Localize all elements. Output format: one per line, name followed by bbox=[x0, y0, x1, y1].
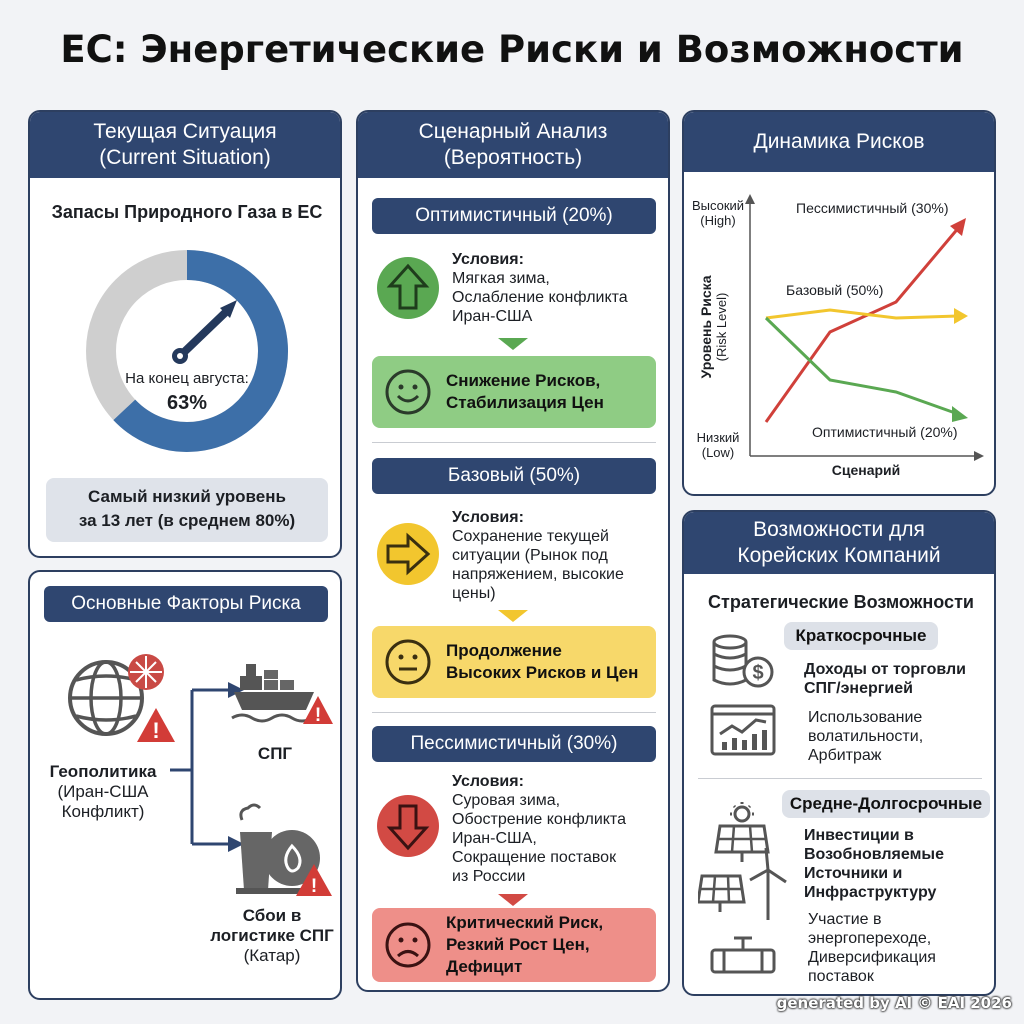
lng-ship-icon bbox=[230, 652, 334, 742]
short-term-item-2-line: Арбитраж bbox=[808, 747, 882, 764]
gas-storage-title: Запасы Природного Газа в ЕС bbox=[51, 202, 323, 222]
optimistic-condition: Иран-США bbox=[452, 308, 533, 325]
opportunities-header bbox=[684, 512, 994, 574]
page-title: ЕС: Энергетические Риски и Возможности bbox=[60, 28, 964, 71]
arrow-right-icon bbox=[376, 522, 440, 586]
pessimistic-line-label: Пессимистичный (30%) bbox=[796, 200, 949, 216]
mid-term-item-1-line: Инвестиции в bbox=[804, 827, 914, 844]
risk-factors-panel bbox=[28, 570, 342, 1000]
risk-dynamics-header bbox=[684, 112, 994, 172]
pessimistic-result: Дефицит bbox=[446, 957, 523, 976]
base-conditions bbox=[452, 508, 662, 603]
base-line-label: Базовый (50%) bbox=[786, 282, 884, 298]
optimistic-conditions bbox=[452, 250, 662, 326]
x-axis-title: Сценарий bbox=[831, 462, 901, 478]
pessimistic-down-arrow bbox=[498, 894, 528, 908]
short-term-item-2-line: Использование bbox=[808, 709, 923, 726]
divider bbox=[698, 778, 982, 779]
trading-chart-icon bbox=[710, 704, 776, 760]
divider bbox=[372, 442, 656, 443]
y-axis-title-line2: (Risk Level) bbox=[714, 292, 729, 362]
arrow-down-icon bbox=[376, 794, 440, 858]
mid-term-item-2-line: Диверсификация bbox=[808, 949, 936, 966]
current-situation-header bbox=[30, 112, 340, 178]
pessimistic-result-box bbox=[372, 908, 656, 982]
pessimistic-condition: Иран-США, bbox=[452, 830, 537, 847]
opportunities-subtitle: Корейских Компаний bbox=[737, 544, 941, 567]
optimistic-title: Оптимистичный (20%) bbox=[372, 198, 656, 234]
divider bbox=[372, 712, 656, 713]
current-situation-subtitle: (Current Situation) bbox=[99, 146, 271, 169]
geopolitics-label: Геополитика bbox=[49, 762, 157, 781]
gauge-label: На конец августа: bbox=[125, 370, 249, 387]
current-situation-title: Текущая Ситуация bbox=[93, 120, 277, 143]
base-condition: ситуации (Рынок под bbox=[452, 547, 608, 564]
pipeline-icon bbox=[708, 932, 778, 984]
smile-icon bbox=[384, 368, 432, 416]
opportunities-title: Возможности для bbox=[753, 518, 925, 541]
optimistic-line-label: Оптимистичный (20%) bbox=[812, 424, 958, 440]
current-situation-panel bbox=[28, 110, 342, 558]
storage-note-line2: за 13 лет (в среднем 80%) bbox=[78, 511, 296, 530]
pessimistic-line bbox=[766, 226, 960, 422]
base-result: Высоких Рисков и Цен bbox=[446, 663, 639, 682]
optimistic-result: Снижение Рисков, bbox=[446, 371, 601, 390]
mid-term-item-1-line: Возобновляемые bbox=[804, 846, 944, 863]
base-result-box bbox=[372, 626, 656, 698]
pessimistic-condition: Обострение конфликта bbox=[452, 811, 626, 828]
base-title: Базовый (50%) bbox=[372, 458, 656, 494]
mid-term-item-1-line: Источники и bbox=[804, 865, 903, 882]
pessimistic-condition: из России bbox=[452, 868, 526, 885]
mid-long-term-badge: Средне-Долгосрочные bbox=[782, 790, 990, 818]
svg-text:!: ! bbox=[152, 718, 160, 743]
svg-text:!: ! bbox=[314, 705, 322, 726]
sad-face-icon bbox=[384, 921, 432, 969]
svg-text:$: $ bbox=[752, 662, 764, 684]
mid-term-item-2-line: энергопереходе, bbox=[808, 930, 932, 947]
svg-text:!: ! bbox=[310, 876, 318, 897]
optimistic-result: Стабилизация Цен bbox=[446, 393, 604, 412]
pessimistic-conditions bbox=[452, 772, 662, 886]
short-term-item-1-line: СПГ/энергией bbox=[804, 680, 913, 697]
scenario-analysis-title: Сценарный Анализ bbox=[418, 120, 608, 143]
scenario-analysis-subtitle: (Вероятность) bbox=[443, 146, 583, 169]
pessimistic-result: Резкий Рост Цен, bbox=[446, 935, 590, 954]
mid-term-item-1 bbox=[804, 826, 994, 902]
short-term-badge: Краткосрочные bbox=[784, 622, 938, 650]
mid-term-item-1-line: Инфраструктуру bbox=[804, 884, 937, 901]
base-result: Продолжение bbox=[446, 641, 562, 660]
base-condition: напряжением, высокие bbox=[452, 566, 624, 583]
disruption-label-line2: логистике СПГ bbox=[210, 926, 334, 945]
opportunities-panel bbox=[682, 510, 996, 996]
watermark: generated by AI © EAI 2026 bbox=[776, 994, 1012, 1012]
short-term-item-1-line: Доходы от торговли bbox=[804, 661, 966, 678]
lng-plant-icon bbox=[226, 802, 336, 902]
base-down-arrow bbox=[498, 610, 528, 624]
mid-term-item-2-line: Участие в bbox=[808, 911, 882, 928]
y-high-label-line2: (High) bbox=[700, 213, 736, 228]
risk-dynamics-chart bbox=[740, 192, 990, 462]
pessimistic-condition: Сокращение поставок bbox=[452, 849, 617, 866]
optimistic-conditions-label: Условия: bbox=[452, 251, 524, 268]
mid-term-item-2 bbox=[808, 910, 994, 986]
mid-term-item-2-line: поставок bbox=[808, 968, 874, 985]
y-low-label-line1: Низкий bbox=[696, 430, 740, 445]
optimistic-condition: Мягкая зима, bbox=[452, 270, 550, 287]
y-low-label-line2: (Low) bbox=[701, 445, 735, 460]
risk-dynamics-panel bbox=[682, 110, 996, 496]
short-term-item-2 bbox=[808, 708, 994, 765]
geopolitics-label-line3: Конфликт) bbox=[61, 802, 145, 821]
optimistic-result-box bbox=[372, 356, 656, 428]
pessimistic-result: Критический Риск, bbox=[446, 913, 604, 932]
scenario-analysis-header bbox=[358, 112, 668, 178]
scenario-analysis-panel bbox=[356, 110, 670, 992]
coins-dollar-icon bbox=[708, 628, 778, 694]
storage-note-line1: Самый низкий уровень bbox=[88, 487, 286, 506]
optimistic-line bbox=[766, 318, 958, 414]
base-line-arrow bbox=[954, 308, 968, 324]
disruption-label-line3: (Катар) bbox=[243, 946, 301, 965]
y-high-label-line1: Высокий bbox=[691, 198, 745, 213]
arrow-up-icon bbox=[376, 256, 440, 320]
neutral-face-icon bbox=[384, 638, 432, 686]
base-condition: цены) bbox=[452, 585, 496, 602]
y-low-label bbox=[690, 430, 746, 460]
optimistic-down-arrow bbox=[498, 338, 528, 352]
pessimistic-condition: Суровая зима, bbox=[452, 792, 561, 809]
short-term-item-1 bbox=[804, 660, 994, 698]
risk-factors-title: Основные Факторы Риска bbox=[44, 586, 328, 622]
risk-dynamics-title: Динамика Рисков bbox=[753, 130, 925, 153]
geopolitics-label-line2: (Иран-США bbox=[57, 782, 149, 801]
y-axis-title bbox=[699, 257, 729, 397]
optimistic-condition: Ослабление конфликта bbox=[452, 289, 628, 306]
base-conditions-label: Условия: bbox=[452, 509, 524, 526]
lng-label: СПГ bbox=[257, 744, 293, 763]
pessimistic-conditions-label: Условия: bbox=[452, 773, 524, 790]
strategic-opportunities-title: Стратегические Возможности bbox=[708, 592, 974, 612]
disruption-label-line1: Сбои в bbox=[242, 906, 302, 925]
gauge-needle bbox=[180, 310, 228, 356]
base-condition: Сохранение текущей bbox=[452, 528, 609, 545]
gauge-value: 63% bbox=[166, 392, 208, 414]
short-term-item-2-line: волатильности, bbox=[808, 728, 924, 745]
pessimistic-title: Пессимистичный (30%) bbox=[372, 726, 656, 762]
y-high-label bbox=[690, 198, 746, 228]
y-axis-title-line1: Уровень Риска bbox=[698, 275, 714, 379]
optimistic-line-arrow bbox=[952, 406, 968, 422]
solar-wind-icon bbox=[698, 846, 788, 922]
storage-note-box bbox=[46, 478, 328, 542]
gas-storage-gauge bbox=[80, 244, 294, 458]
